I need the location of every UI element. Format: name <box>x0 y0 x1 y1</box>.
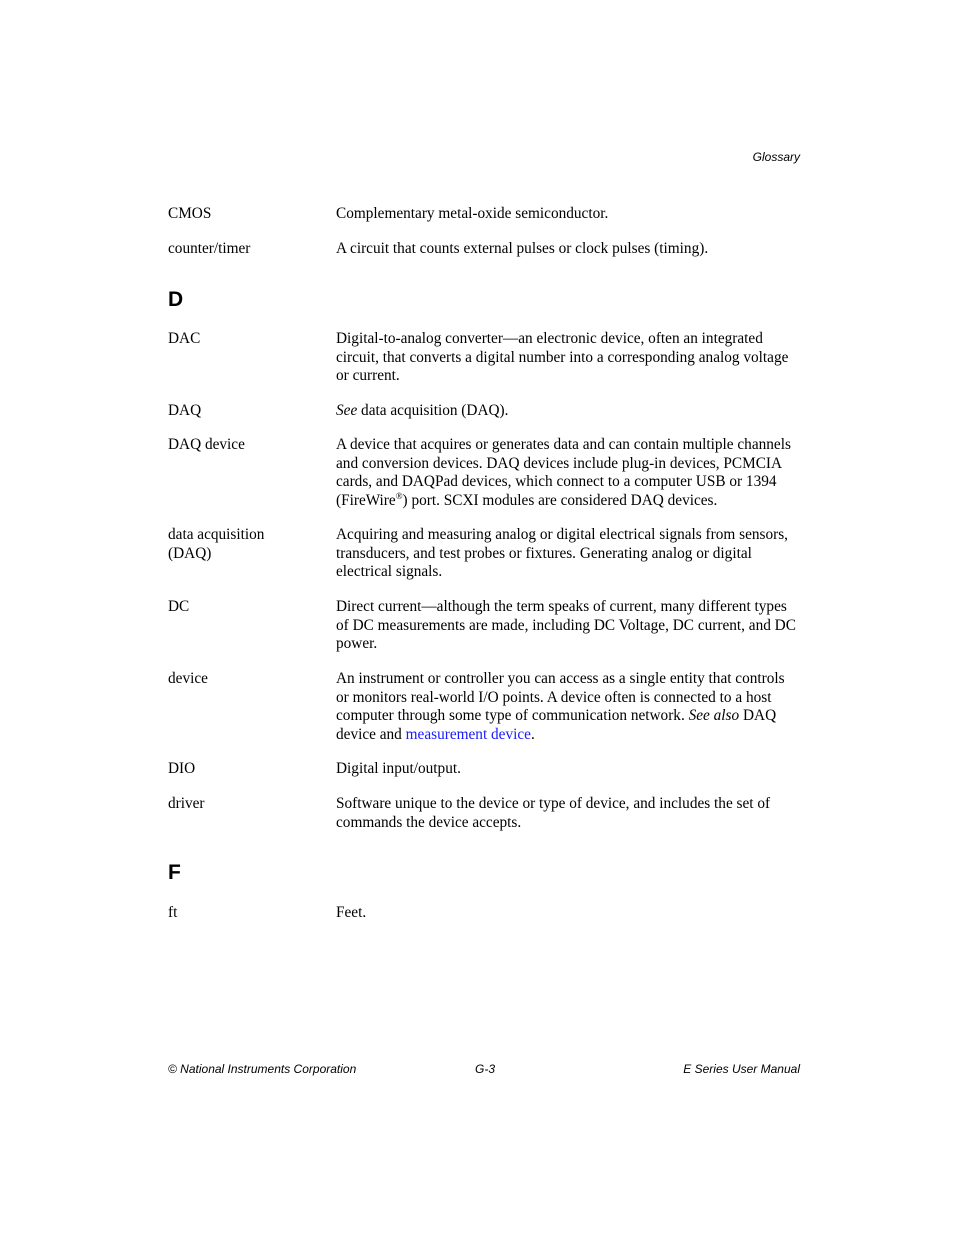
section-heading-f: F <box>168 861 181 884</box>
section-heading-d: D <box>168 288 184 311</box>
glossary-term: DAQ <box>168 402 202 419</box>
glossary-definition: Direct current—although the term speaks of current, many different types of DC measurements are made, including DC Voltage, DC current, and DC power. <box>336 598 796 653</box>
glossary-term: DC <box>168 598 190 615</box>
see-reference: See <box>336 402 358 419</box>
glossary-definition: Feet. <box>336 904 367 921</box>
glossary-term: CMOS <box>168 205 212 222</box>
registered-mark: ® <box>395 491 403 502</box>
glossary-definition: Digital input/output. <box>336 760 461 777</box>
glossary-term: DIO <box>168 760 196 777</box>
see-also-reference: See also <box>688 707 740 725</box>
glossary-term: counter/timer <box>168 240 251 257</box>
glossary-term: data acquisition (DAQ) <box>168 526 265 562</box>
glossary-term: ft <box>168 904 178 921</box>
running-header: Glossary <box>752 150 800 164</box>
footer-page-number: G-3 <box>475 1062 496 1076</box>
glossary-term: device <box>168 670 208 687</box>
glossary-definition: Acquiring and measuring analog or digital electrical signals from sensors, transducers, and test probes or fixtures. Generating analog or digital electrical signals. <box>336 526 788 581</box>
glossary-definition: An instrument or controller you can access as a single entity that controls or monitors real-world I/O points. A device often is connected to a host computer through some type of communication network. See also DAQ device and measurement device. <box>336 670 785 744</box>
footer-manual-title: E Series User Manual <box>683 1062 800 1076</box>
glossary-term: DAC <box>168 330 201 347</box>
glossary-definition: A device that acquires or generates data and can contain multiple channels and conversion devices. DAQ devices include plug-in devices, PCMCIA cards, and DAQPad devices, which connect to a computer USB or 1394 (FireWire®) port. SCXI modules are considered DAQ devices. <box>336 436 791 510</box>
glossary-definition: Digital-to-analog converter—an electronic device, often an integrated circuit, that converts a digital number into a corresponding analog voltage or current. <box>336 330 789 385</box>
glossary-term: DAQ device <box>168 436 245 453</box>
measurement-device-link[interactable]: measurement device <box>405 726 531 744</box>
glossary-term: driver <box>168 795 205 812</box>
glossary-definition: See data acquisition (DAQ). <box>336 402 509 419</box>
footer-copyright: © National Instruments Corporation <box>168 1062 357 1076</box>
glossary-definition: Software unique to the device or type of device, and includes the set of commands the device accepts. <box>336 795 771 831</box>
glossary-definition: Complementary metal-oxide semiconductor. <box>336 205 609 222</box>
glossary-definition: A circuit that counts external pulses or clock pulses (timing). <box>336 240 709 257</box>
